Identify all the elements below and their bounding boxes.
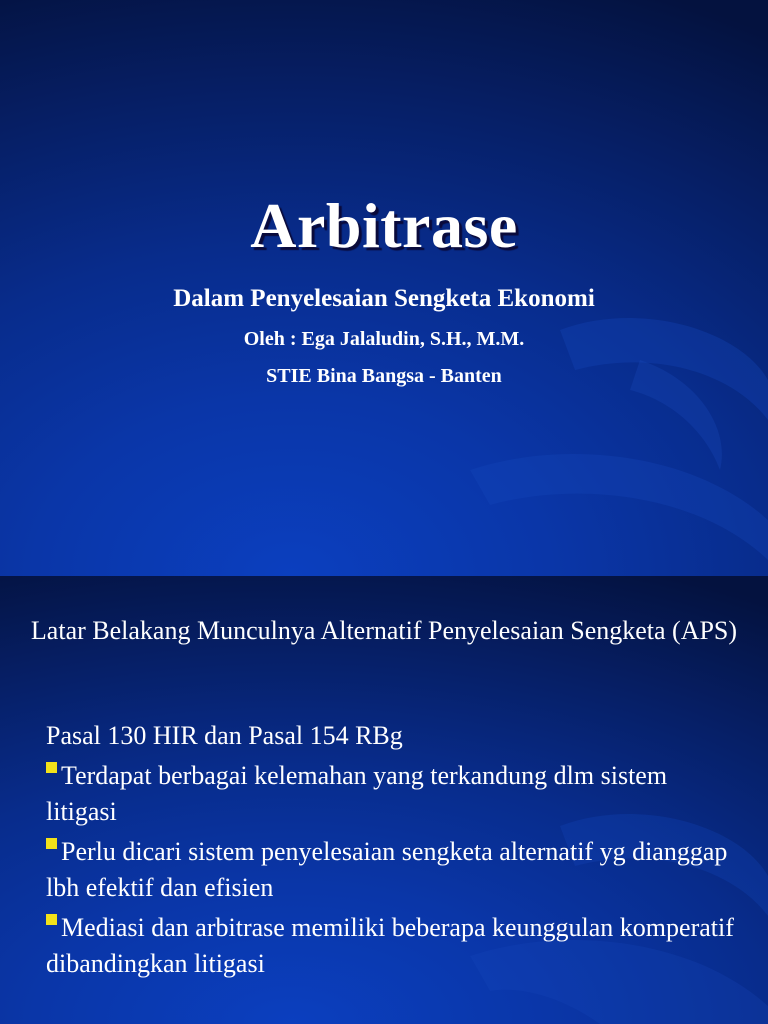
list-item-text: Perlu dicari sistem penyelesaian sengketa alternatif yg dianggap lbh efektif dan efisien bbox=[46, 837, 728, 902]
list-item-text: Mediasi dan arbitrase memiliki beberapa keunggulan komperatif dibandingkan litigasi bbox=[46, 913, 734, 978]
list-item bbox=[46, 834, 738, 906]
list-item bbox=[46, 910, 738, 982]
slide-body bbox=[46, 718, 738, 986]
institution-line: STIE Bina Bangsa - Banten bbox=[266, 365, 502, 387]
square-bullet-icon bbox=[46, 914, 57, 925]
square-bullet-icon bbox=[46, 838, 57, 849]
slide-heading: Latar Belakang Munculnya Alternatif Penyelesaian Sengketa (APS) bbox=[30, 616, 738, 645]
slide-title: Arbitrase bbox=[250, 190, 518, 261]
square-bullet-icon bbox=[46, 762, 57, 773]
intro-line: Pasal 130 HIR dan Pasal 154 RBg bbox=[46, 721, 403, 750]
author-line: Oleh : Ega Jalaludin, S.H., M.M. bbox=[243, 328, 525, 350]
slide-subtitle: Dalam Penyelesaian Sengketa Ekonomi bbox=[173, 285, 595, 312]
list-item-text: Terdapat berbagai kelemahan yang terkandung dlm sistem litigasi bbox=[46, 761, 668, 826]
list-item bbox=[46, 758, 738, 830]
content-slide bbox=[0, 576, 768, 1024]
